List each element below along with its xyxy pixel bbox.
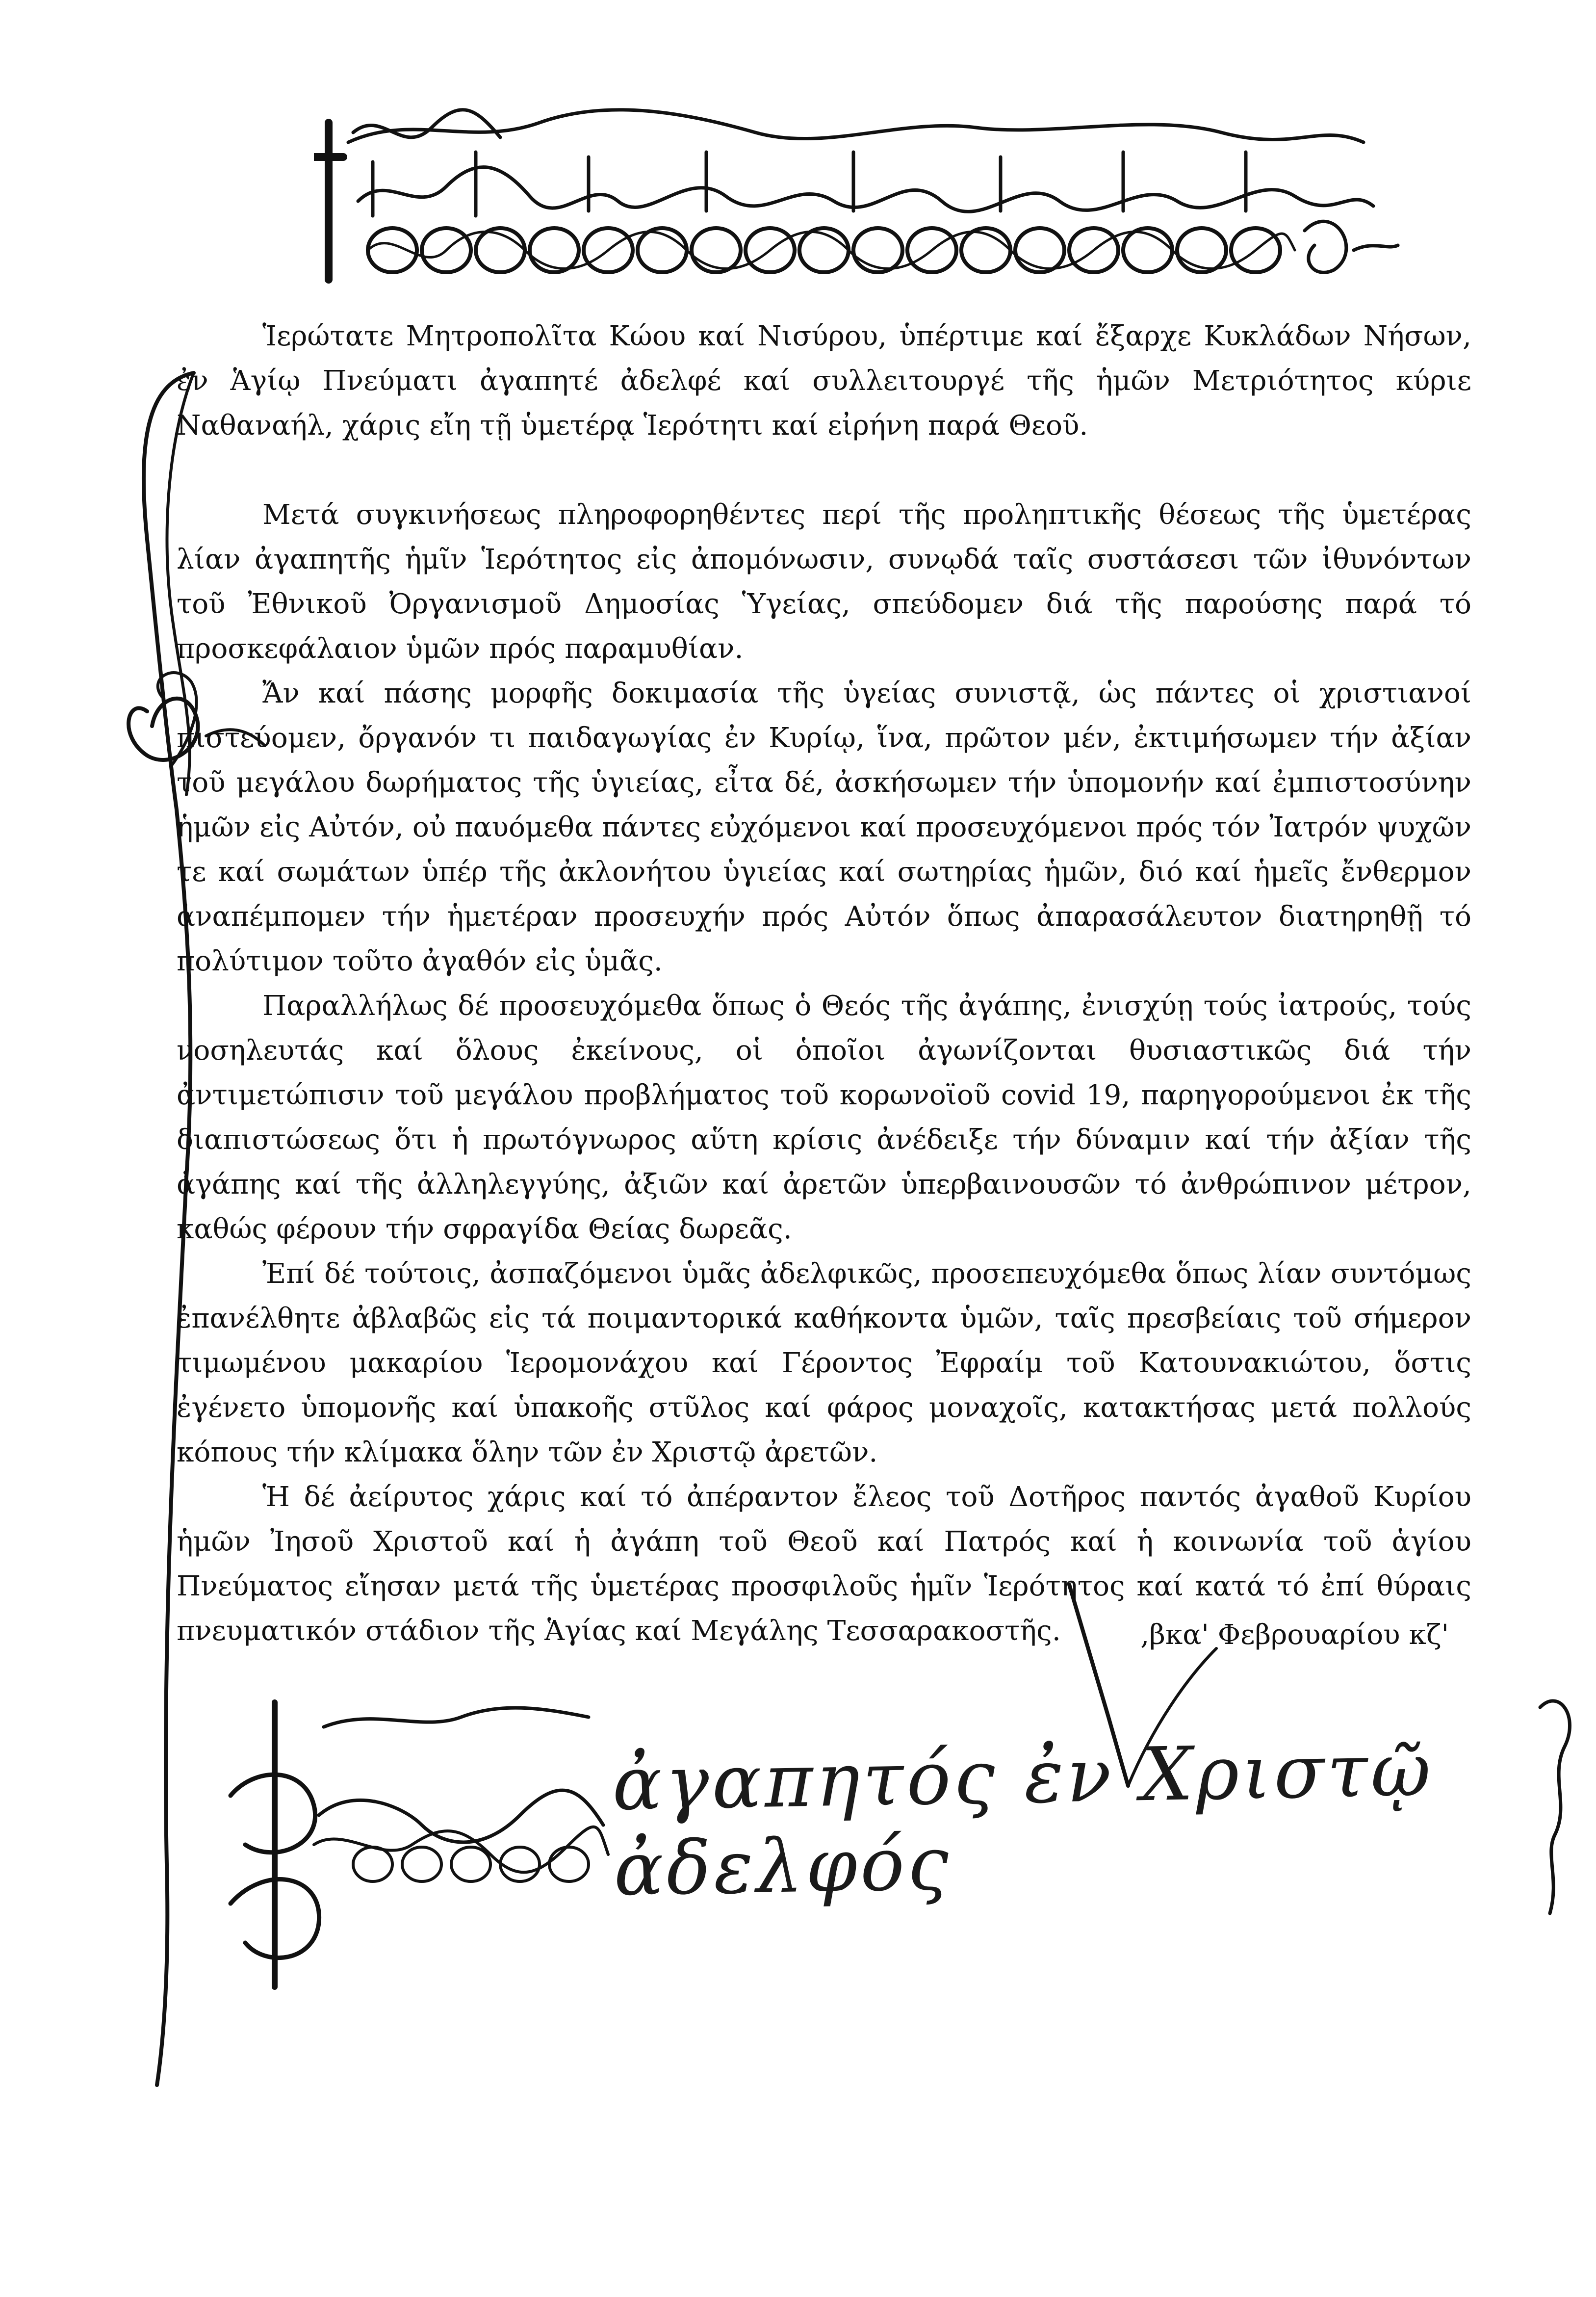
body-paragraph-3: Παραλλήλως δέ προσευχόμεθα ὅπως ὁ Θεός τῆς ἀγάπης, ἐνισχύῃ τούς ἰατρούς, τούς νοσηλευτάς καί ὅλους ἐκείνους, οἱ ὁποῖοι ἀγωνίζονται θυσιαστικῶς διά τήν ἀντιμετώπισιν τοῦ μεγάλου προβλήματος τοῦ κορωνοϊοῦ covid 19, παρηγορούμενοι ἐκ τῆς διαπιστώσεως ὅτι ἡ πρωτόγνωρος αὕτη κρίσις ἀνέδειξε τήν δύναμιν καί τήν ἀξίαν τῆς ἀγάπης καί τῆς ἀλληλεγγύης, ἀξιῶν καί ἀρετῶν ὑπερβαινουσῶν τό ἀνθρώπινον μέτρον, καθώς φέρουν τήν σφραγίδα Θείας δωρεᾶς. — [177, 990, 1471, 1245]
dateline: ,βκα' Φεβρουαρίου κζ' — [1140, 1619, 1449, 1651]
greeting-paragraph: Ἱερώτατε Μητροπολῖτα Κώου καί Νισύρου, ὑπέρτιμε καί ἔξαρχε Κυκλάδων Νήσων, ἐν Ἁγίῳ Πνεύματι ἀγαπητέ ἀδελφέ καί συλλειτουργέ τῆς ἡμῶν Μετριότητος κύριε Ναθαναήλ, χάρις εἴη τῇ ὑμετέρᾳ Ἱερότητι καί εἰρήνη παρά Θεοῦ. — [177, 320, 1471, 442]
patriarchal-monogram-header — [314, 103, 1403, 299]
handwritten-signature: ἀγαπητός ἐν Χριστῷ ἀδελφός — [611, 1727, 1435, 1912]
closing-paragraph: Ἡ δέ ἀείρυτος χάρις καί τό ἀπέραντον ἔλεος τοῦ Δοτῆρος παντός ἀγαθοῦ Κυρίου ἡμῶν Ἰησοῦ Χριστοῦ καί ἡ ἀγάπη τοῦ Θεοῦ καί Πατρός καί ἡ κοινωνία τοῦ ἁγίου Πνεύματος εἴησαν μετά τῆς ὑμετέρας προσφιλοῦς ἡμῖν Ἱερότητος καί κατά τό ἐπί θύραις πνευματικόν στάδιον τῆς Ἁγίας καί Μεγάλης Τεσσαρακοστῆς. — [177, 1481, 1471, 1647]
body-paragraph-1: Μετά συγκινήσεως πληροφορηθέντες περί τῆς προληπτικῆς θέσεως τῆς ὑμετέρας λίαν ἀγαπητῆς ἡμῖν Ἱερότητος εἰς ἀπομόνωσιν, συνῳδά ταῖς συστάσεσι τῶν ἰθυνόντων τοῦ Ἐθνικοῦ Ὀργανισμοῦ Δημοσίας Ὑγείας, σπεύδομεν διά τῆς παρούσης παρά τό προσκεφάλαιον ὑμῶν πρός παραμυθίαν. — [177, 499, 1471, 665]
body-paragraph-2: Ἄν καί πάσης μορφῆς δοκιμασία τῆς ὑγείας συνιστᾷ, ὡς πάντες οἱ χριστιανοί πιστεύομεν, ὄργανόν τι παιδαγωγίας ἐν Κυρίῳ, ἵνα, πρῶτον μέν, ἐκτιμήσωμεν τήν ἀξίαν τοῦ μεγάλου δωρήματος τῆς ὑγιείας, εἶτα δέ, ἀσκήσωμεν τήν ὑπομονήν καί ἐμπιστοσύνην ἡμῶν εἰς Αὐτόν, οὐ παυόμεθα πάντες εὐχόμενοι καί προσευχόμενοι πρός τόν Ἰατρόν ψυχῶν τε καί σωμάτων ὑπέρ τῆς ἀκλονήτου ὑγιείας καί σωτηρίας ἡμῶν, διό καί ἡμεῖς ἔνθερμον ἀναπέμπομεν τήν ἡμετέραν προσευχήν πρός Αὐτόν ὅπως ἀπαρασάλευτον διατηρηθῇ τό πολύτιμον τοῦτο ἀγαθόν εἰς ὑμᾶς. — [177, 678, 1471, 977]
body-paragraph-4: Ἐπί δέ τούτοις, ἀσπαζόμενοι ὑμᾶς ἀδελφικῶς, προσεπευχόμεθα ὅπως λίαν συντόμως ἐπανέλθητε ἀβλαβῶς εἰς τά ποιμαντορικά καθήκοντα ὑμῶν, ταῖς πρεσβείαις τοῦ σήμερον τιμωμένου μακαρίου Ἱερομονάχου καί Γέροντος Ἐφραίμ τοῦ Κατουνακιώτου, ὅστις ἐγένετο ὑπομονῆς καί ὑπακοῆς στῦλος καί φάρος μοναχοῖς, κατακτήσας μετά πολλούς κόπους τήν κλίμακα ὅλην τῶν ἐν Χριστῷ ἀρετῶν. — [177, 1258, 1471, 1468]
letter-body — [177, 314, 1471, 1653]
